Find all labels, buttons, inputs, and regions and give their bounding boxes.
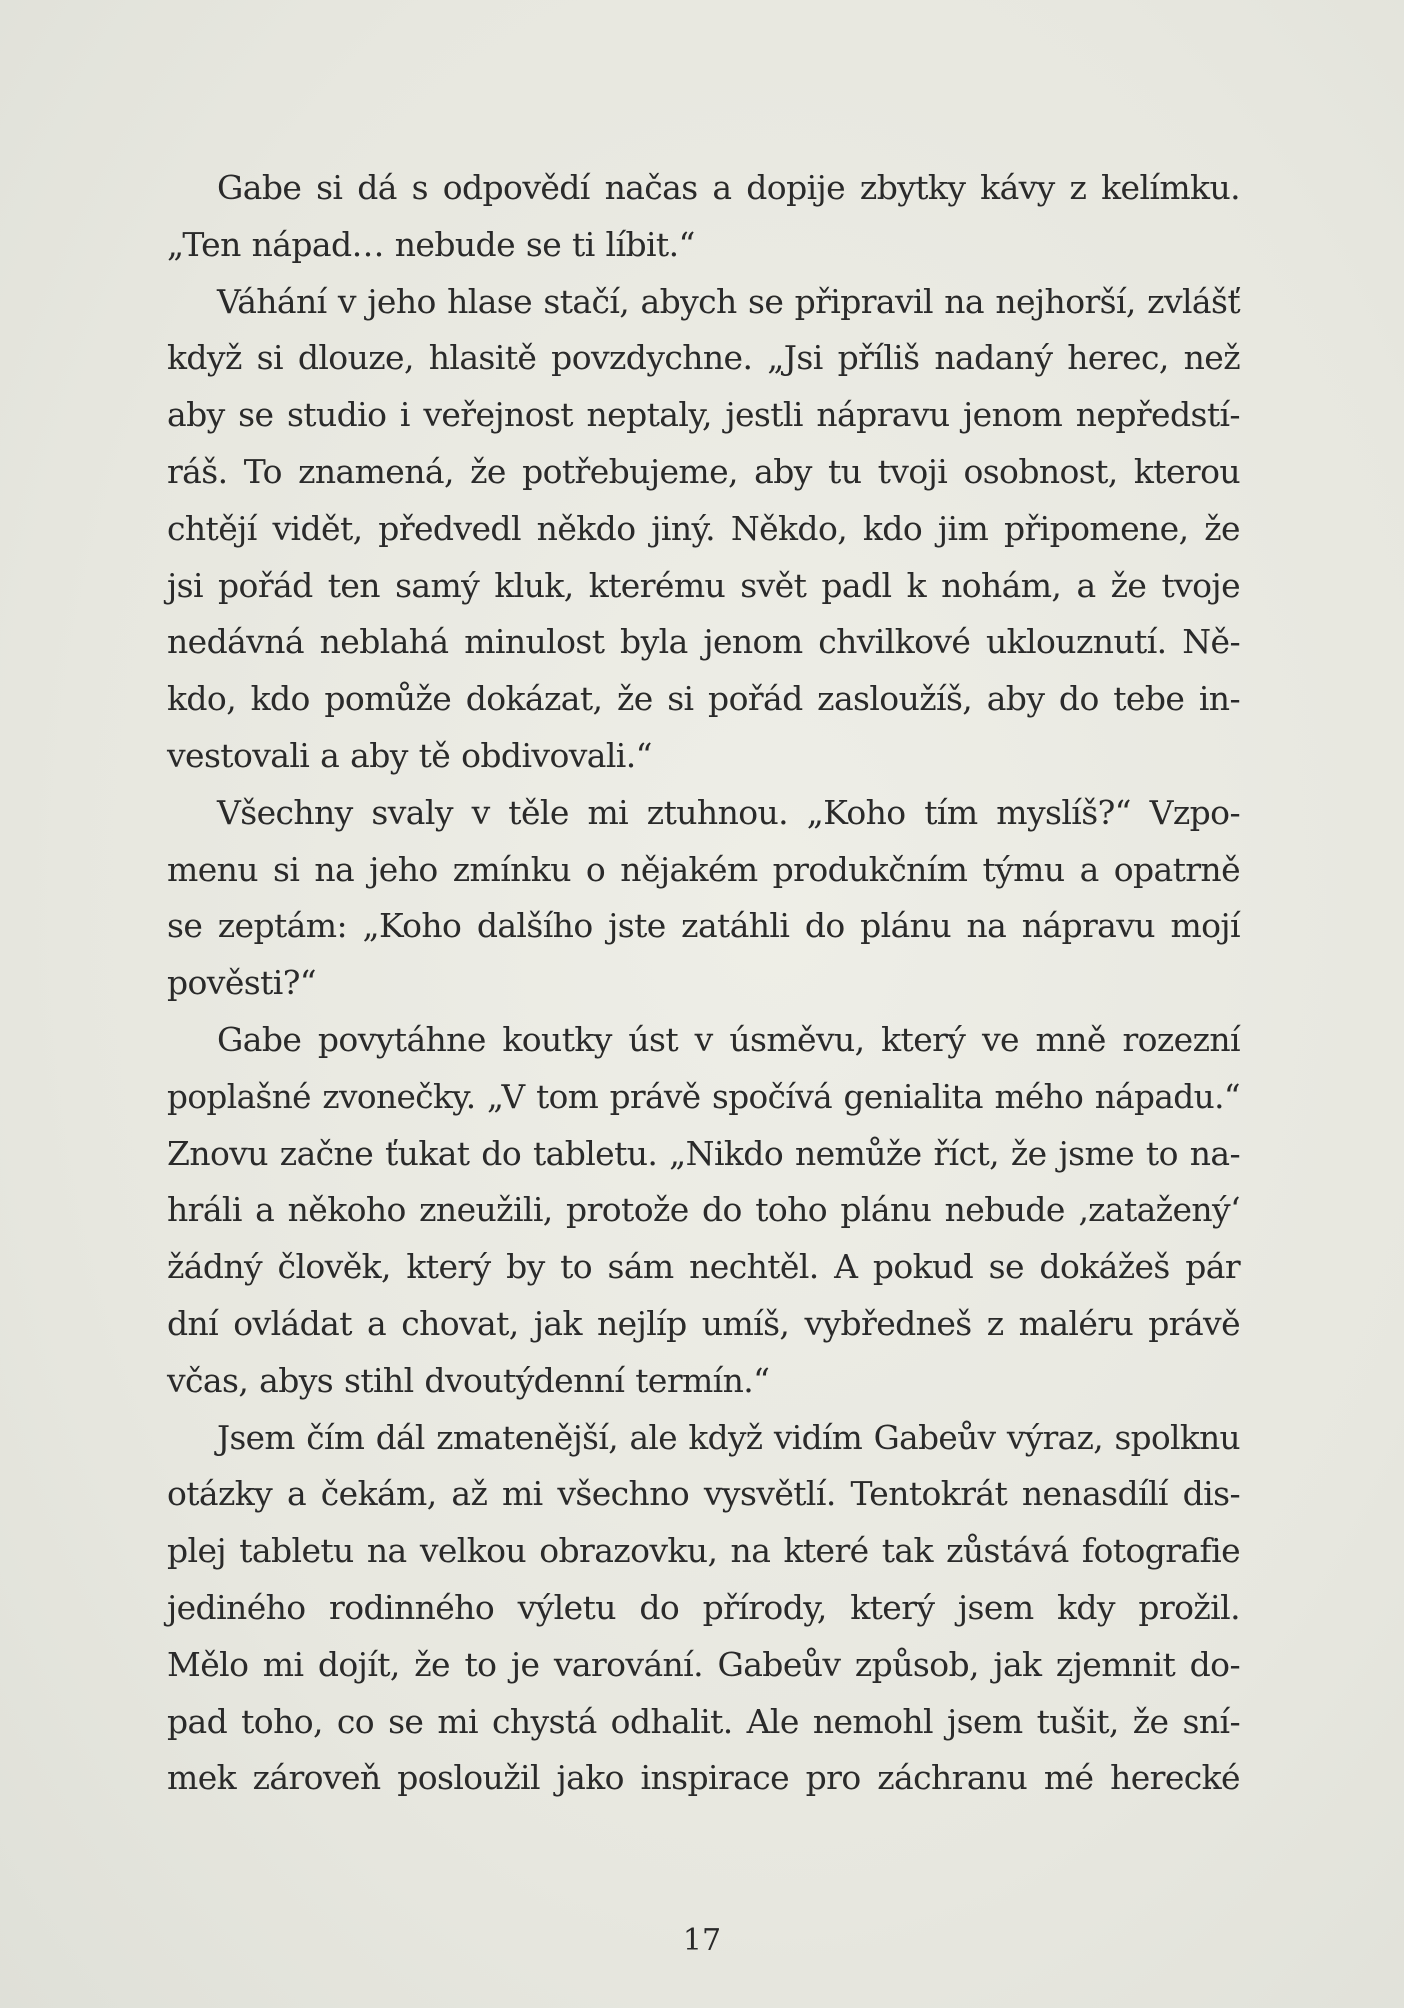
text-line: vestovali a aby tě obdivovali.“: [167, 735, 652, 775]
text-line: poplašné zvonečky. „V tom právě spočívá genialita mého nápadu.“: [167, 1077, 1240, 1116]
text-line: Všechny svaly v těle mi ztuhnou. „Koho tím myslíš?“ Vzpo-: [217, 792, 1240, 832]
text-line: Gabe si dá s odpovědí načas a dopije zbytky kávy z kelímku.: [217, 168, 1240, 207]
text-line: Váhání v jeho hlase stačí, abych se připravil na nejhorší, zvlášť: [217, 281, 1240, 321]
text-line: otázky a čekám, až mi všechno vysvětlí. Tentokrát nenasdílí dis-: [167, 1474, 1240, 1514]
text-line: se zeptám: „Koho dalšího jste zatáhli do plánu na nápravu mojí: [167, 906, 1240, 946]
text-line: mek zároveň posloužil jako inspirace pro záchranu mé herecké: [167, 1758, 1240, 1798]
text-line: aby se studio i veřejnost neptaly, jestli nápravu jenom nepředstí-: [167, 395, 1240, 435]
text-line: plej tabletu na velkou obrazovku, na které tak zůstává fotografie: [167, 1531, 1240, 1571]
text-line: pověsti?“: [167, 963, 317, 1003]
text-line: Gabe povytáhne koutky úst v úsměvu, který ve mně rozezní: [217, 1019, 1240, 1059]
text-line: pad toho, co se mi chystá odhalit. Ale nemohl jsem tušit, že sní-: [167, 1701, 1240, 1741]
text-line: chtějí vidět, předvedl někdo jiný. Někdo, kdo jim připomene, že: [167, 508, 1240, 548]
text-line: Jsem čím dál zmatenější, ale když vidím Gabeův výraz, spolknu: [217, 1418, 1240, 1457]
text-line: Znovu začne ťukat do tabletu. „Nikdo nemůže říct, že jsme to na-: [167, 1133, 1240, 1173]
text-line: „Ten nápad… nebude se ti líbit.“: [167, 224, 695, 264]
text-line: včas, abys stihl dvoutýdenní termín.“: [167, 1360, 770, 1400]
text-line: ráš. To znamená, že potřebujeme, aby tu tvoji osobnost, kterou: [167, 451, 1240, 491]
text-line: jediného rodinného výletu do přírody, který jsem kdy prožil.: [167, 1587, 1240, 1627]
text-line: Mělo mi dojít, že to je varování. Gabeův způsob, jak zjemnit do-: [167, 1644, 1240, 1684]
text-line: dní ovládat a chovat, jak nejlíp umíš, vybředneš z maléru právě: [167, 1303, 1240, 1343]
page-number: 17: [682, 1923, 722, 1958]
text-line: jsi pořád ten samý kluk, kterému svět padl k nohám, a že tvoje: [167, 565, 1240, 605]
text-line: menu si na jeho zmínku o nějakém produkčním týmu a opatrně: [167, 849, 1240, 889]
body-text: [167, 160, 1240, 1807]
text-line: kdo, kdo pomůže dokázat, že si pořád zasloužíš, aby do tebe in-: [167, 679, 1240, 719]
text-line: když si dlouze, hlasitě povzdychne. „Jsi příliš nadaný herec, než: [167, 338, 1240, 378]
text-line: hráli a někoho zneužili, protože do toho plánu nebude ‚zatažený‘: [167, 1190, 1240, 1230]
text-line: nedávná neblahá minulost byla jenom chvilkové uklouznutí. Ně-: [167, 622, 1240, 662]
text-line: žádný člověk, který by to sám nechtěl. A pokud se dokážeš pár: [167, 1247, 1240, 1287]
